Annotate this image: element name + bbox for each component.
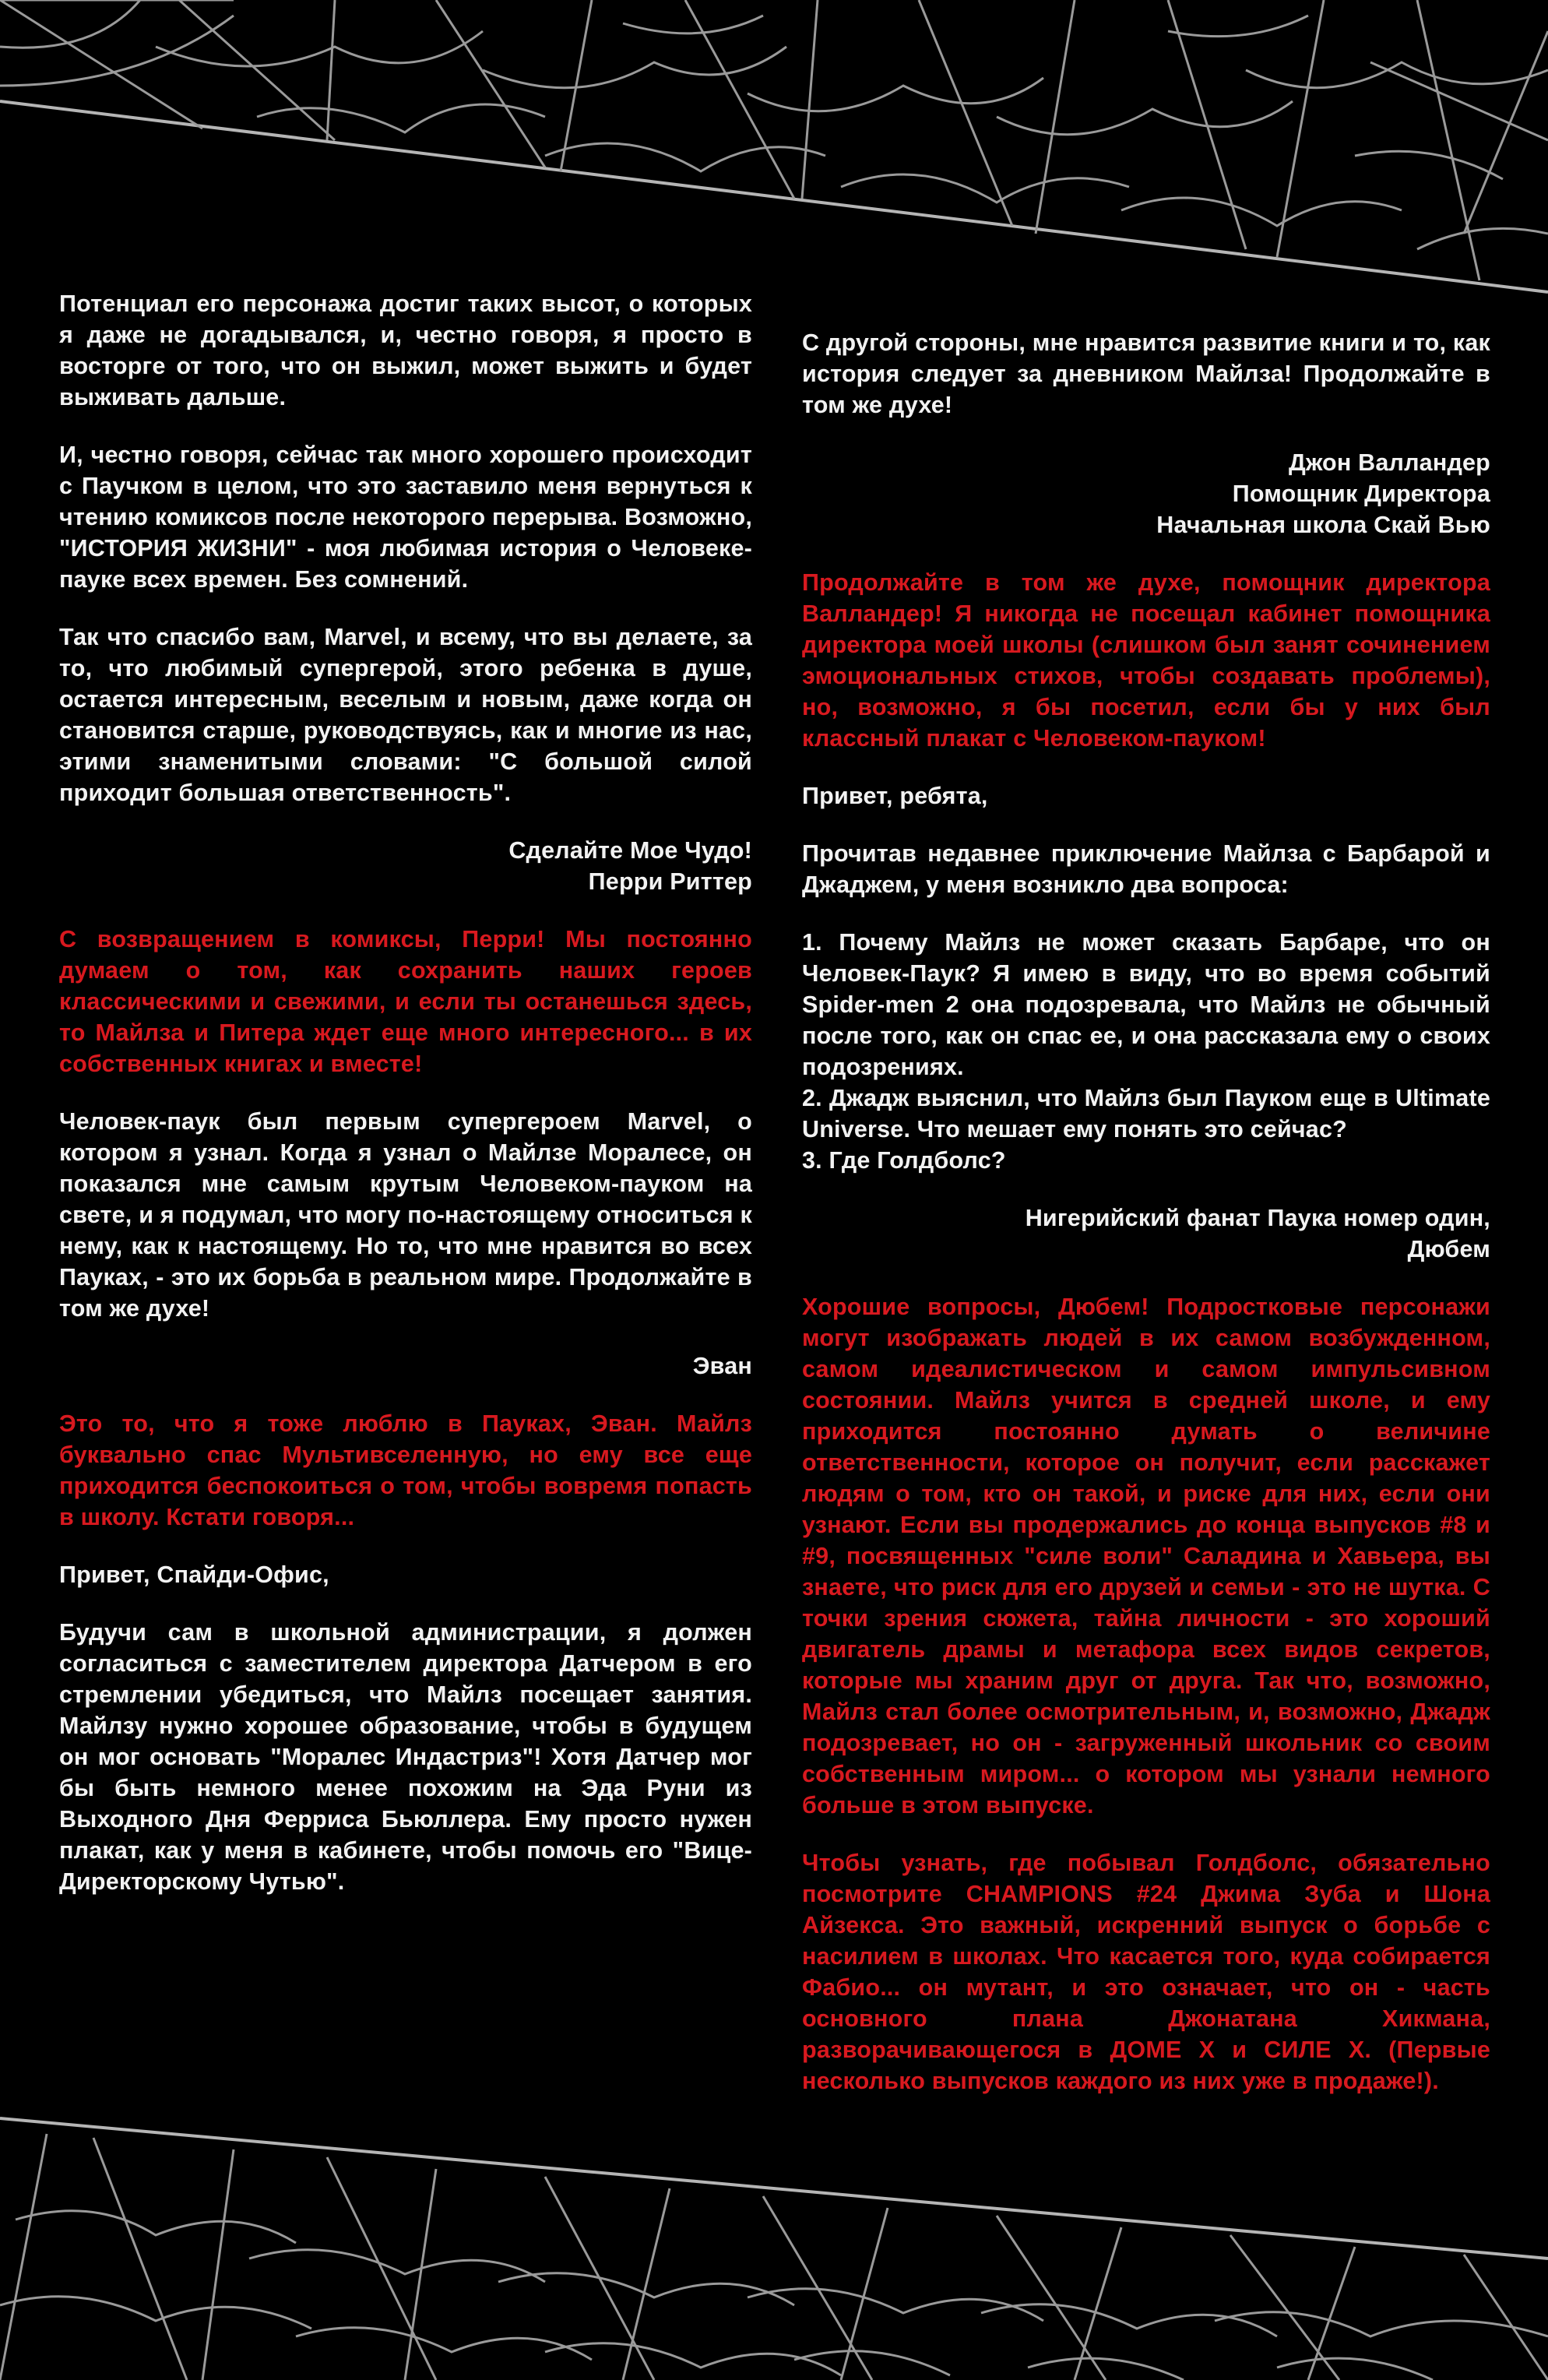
letter-paragraph: И, честно говоря, сейчас так много хорошего происходит с Паучком в целом, что это заставило меня вернуться к чтению комиксов после некоторого перерыва. Возможно, "ИСТОРИЯ ЖИЗНИ" - моя любимая история о Человеке-пауке всех времен. Без сомнений. <box>59 442 752 593</box>
letter-paragraph: Прочитав недавнее приключение Майлза с Барбарой и Джаджем, у меня возникло два вопроса: <box>802 840 1490 898</box>
signature-line: Нигерийский фанат Паука номер один, <box>1025 1205 1490 1231</box>
signature-name: Дюбем <box>1407 1236 1490 1262</box>
spider-web-top-decoration <box>0 0 1548 312</box>
letter-paragraph: Потенциал его персонажа достиг таких высот, о которых я даже не догадывался, и, честно говоря, я просто в восторге от того, что он выжил, может выжить и будет выживать дальше. <box>59 290 752 410</box>
editor-reply: С возвращением в комиксы, Перри! Мы постоянно думаем о том, как сохранить наших героев классическими и свежими, и если ты останешься здесь, то Майлза и Питера ждет еще много интересного... в их собственных книгах и вместе! <box>59 926 752 1077</box>
letter-greeting: Привет, ребята, <box>802 783 988 809</box>
signature-title: Помощник Директора <box>1232 481 1490 507</box>
editor-reply: Это то, что я тоже люблю в Пауках, Эван. Майлз буквально спас Мультивселенную, но ему все еще приходится беспокоиться о том, чтобы вовремя попасть в школу. Кстати говоря... <box>59 1410 752 1530</box>
editor-reply: Чтобы узнать, где побывал Голдболс, обязательно посмотрите CHAMPIONS #24 Джима Зуба и Шона Айзекса. Это важный, искренний выпуск о борьбе с насилием в школах. Что касается того, куда собирается Фабио... он мутант, и это означает, что он - часть основного плана Джонатана Хикмана, разворачивающегося в ДОМЕ X и СИЛЕ X. (Первые несколько выпусков каждого из них уже в продаже!). <box>802 1850 1490 2094</box>
letter-signature <box>59 835 752 897</box>
letter-signature <box>802 447 1490 540</box>
signature-school: Начальная школа Скай Вью <box>1156 512 1490 538</box>
spider-web-bottom-decoration <box>0 2103 1548 2380</box>
signature-name: Перри Риттер <box>588 868 752 895</box>
right-column <box>802 327 1490 2123</box>
signature-name: Джон Валландер <box>1289 449 1490 476</box>
question-item: 3. Где Голдболс? <box>802 1147 1006 1174</box>
letter-paragraph: Так что спасибо вам, Marvel, и всему, что вы делаете, за то, что любимый супергерой, этого ребенка в душе, остается интересным, веселым и новым, даже когда он становится старше, руководствуясь, как и многие из нас, этими знаменитыми словами: "С большой силой приходит большая ответственность". <box>59 624 752 806</box>
question-item: 1. Почему Майлз не может сказать Барбаре, что он Человек-Паук? Я имею в виду, что во время событий Spider-men 2 она подозревала, что Майлз не обычный после того, как он спас ее, и она рассказала ему о своих подозрениях. <box>802 929 1490 1080</box>
letter-signature <box>802 1202 1490 1265</box>
letter-paragraph: Человек-паук был первым супергероем Marvel, о котором я узнал. Когда я узнал о Майлзе Моралесе, он показался мне самым крутым Человеком-пауком на свете, и я подумал, что могу по-настоящему относиться к нему, как к настоящему. Но то, что мне нравится во всех Пауках, - это их борьба в реальном мире. Продолжайте в том же духе! <box>59 1108 752 1322</box>
left-column <box>59 288 752 1924</box>
signature-name: Эван <box>692 1353 752 1379</box>
letter-paragraph: С другой стороны, мне нравится развитие книги и то, как история следует за дневником Майлза! Продолжайте в том же духе! <box>802 329 1490 418</box>
question-item: 2. Джадж выяснил, что Майлз был Пауком еще в Ultimate Universe. Что мешает ему понять это сейчас? <box>802 1085 1490 1142</box>
editor-reply: Хорошие вопросы, Дюбем! Подростковые персонажи могут изображать людей в их самом возбужденном, самом идеалистическом и самом импульсивном состоянии. Майлз учится в средней школе, и ему приходится постоянно думать о величине ответственности, которое он получит, если расскажет людям о том, кто он такой, и риске для них, если они узнают. Если вы продержались до конца выпусков #8 и #9, посвященных "силе воли" Саладина и Хавьера, вы знаете, что риск для его друзей и семьи - это не шутка. С точки зрения сюжета, тайна личности - это хороший двигатель драмы и метафора всех видов секретов, которые мы храним друг от друга. Так что, возможно, Майлз стал более осмотрительным, и, возможно, Джадж подозревает, но он - загруженный школьник со своим собственным миром... о котором мы узнали немного больше в этом выпуске. <box>802 1294 1490 1818</box>
signature-line: Сделайте Мое Чудо! <box>508 837 752 864</box>
editor-reply: Продолжайте в том же духе, помощник директора Валландер! Я никогда не посещал кабинет помощника директора моей школы (слишком был занят сочинением эмоциональных стихов, чтобы создавать проблемы), но, возможно, я бы посетил, если бы у них был классный плакат с Человеком-пауком! <box>802 569 1490 752</box>
letter-greeting: Привет, Спайди-Офис, <box>59 1561 329 1588</box>
letter-paragraph: Будучи сам в школьной администрации, я должен согласиться с заместителем директора Датчером в его стремлении убедиться, что Майлз посещает занятия. Майлзу нужно хорошее образование, чтобы в будущем он мог основать "Моралес Индастриз"! Хотя Датчер мог бы быть немного менее похожим на Эда Руни из Выходного Дня Ферриса Бьюллера. Ему просто нужен плакат, как у меня в кабинете, чтобы помочь его "Вице-Директорскому Чутью". <box>59 1619 752 1895</box>
